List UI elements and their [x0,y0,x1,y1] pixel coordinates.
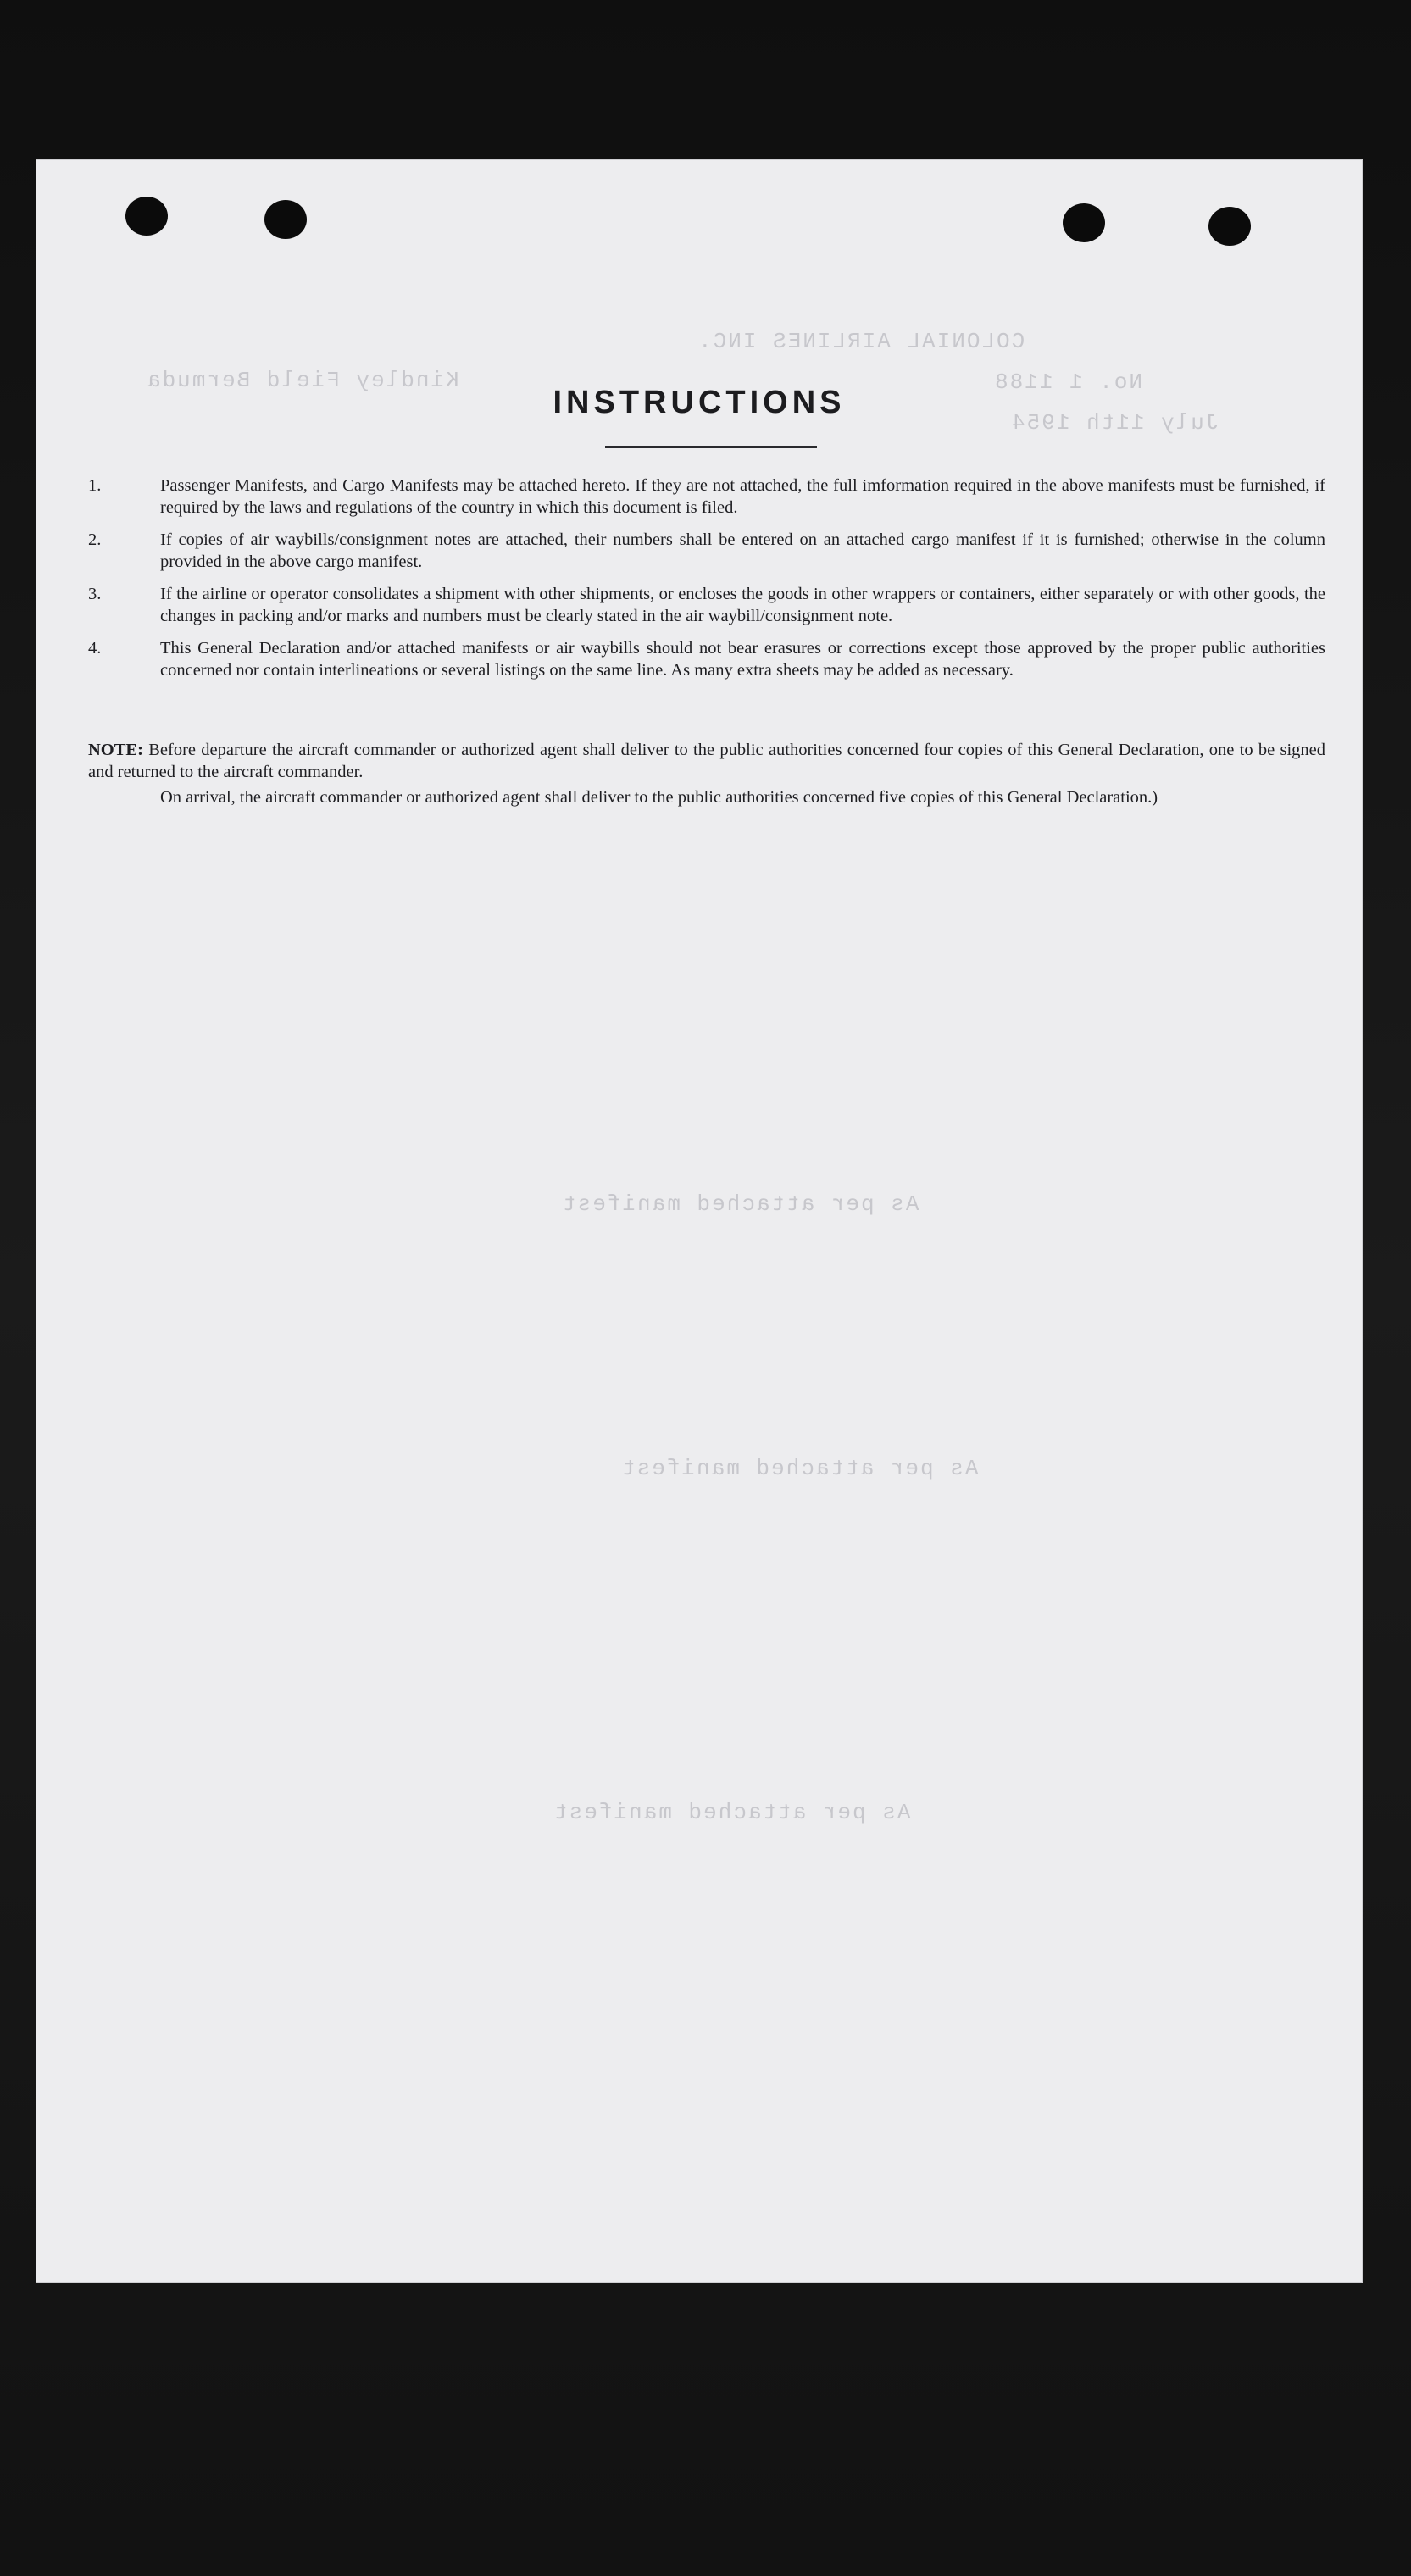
note-arrival-text: On arrival, the aircraft commander or authorized agent shall deliver to the public authorities concerned five copies of this General Declaration.) [160,788,1158,807]
punch-hole [125,197,168,236]
punch-hole [1208,207,1251,246]
instruction-number: 4. [88,639,102,658]
document-sheet [36,159,1363,2283]
note-block [88,739,1325,808]
instruction-item [88,475,1325,519]
instruction-item [88,583,1325,627]
instruction-text: Passenger Manifests, and Cargo Manifests may be attached hereto. If they are not attached, the full imformation required in the above manifests must be furnished, if required by the laws and regulations of the country in which this document is filed. [160,476,1325,517]
note-label: NOTE: [88,741,143,759]
punch-hole [1063,203,1105,242]
bleed-through-mark: COLONIAL AIRLINES INC. [697,329,1025,354]
bleed-through-mark: No. 1 1188 [993,369,1143,395]
instruction-text: This General Declaration and/or attached manifests or air waybills should not bear erasures or corrections except those approved by the proper public authorities concerned nor contain interlineations or several listings on the same line. As many extra sheets may be added as necessary. [160,639,1325,680]
instructions-heading: INSTRUCTIONS [553,385,846,420]
instruction-number: 3. [88,585,102,603]
instruction-item [88,637,1325,681]
instruction-text: If copies of air waybills/consignment notes are attached, their numbers shall be entered on an attached cargo manifest if it is furnished; otherwise in the column provided in the above cargo manifest. [160,530,1325,571]
bleed-through-mark: As per attached manifest [553,1800,911,1825]
bleed-through-mark: Kindley Field Bermuda [146,368,459,393]
bleed-through-mark: July 11th 1954 [1010,410,1219,436]
instruction-number: 2. [88,530,102,549]
heading-underline [605,446,817,448]
bleed-through-mark: As per attached manifest [561,1191,919,1217]
instruction-item [88,529,1325,573]
note-text: Before departure the aircraft commander or authorized agent shall deliver to the public authorities concerned four copies of this General Declaration, one to be signed and returned to the aircraft commander. [88,741,1326,781]
punch-hole [264,200,307,239]
instruction-text: If the airline or operator consolidates a shipment with other shipments, or encloses the goods in other wrappers or containers, either separately or with other goods, the changes in packing and/or marks and numbers must be clearly stated in the air waybill/consignment note. [160,585,1325,625]
bleed-through-mark: As per attached manifest [620,1456,979,1481]
instructions-list [88,475,1325,691]
instruction-number: 1. [88,476,102,495]
